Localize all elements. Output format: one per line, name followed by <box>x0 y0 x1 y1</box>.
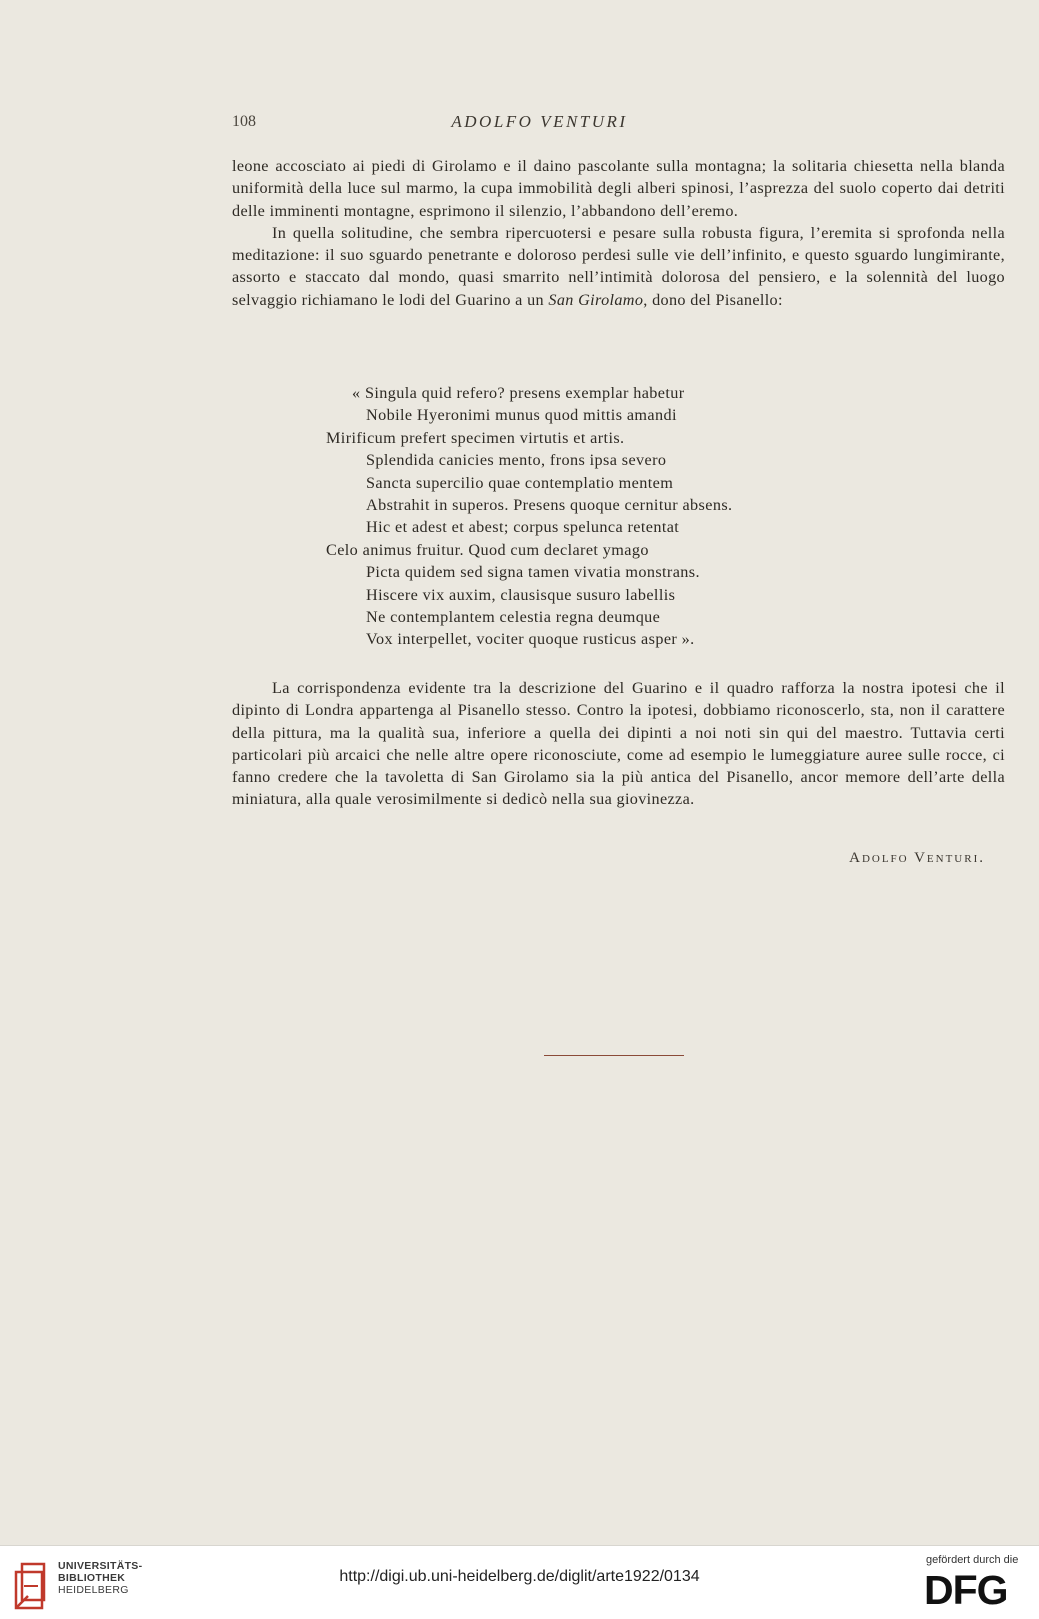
page-number: 108 <box>232 113 256 130</box>
library-name-line: UNIVERSITÄTS- <box>58 1560 143 1572</box>
poem-line: Hic et adest et abest; corpus spelunca retentat <box>366 518 680 537</box>
poem-line: « Singula quid refero? presens exemplar habetur <box>352 384 685 402</box>
poem-quotation <box>326 382 886 651</box>
poem-line: Mirificum prefert specimen virtutis et artis. <box>326 428 625 447</box>
poem-line: Sancta supercilio quae contemplatio mentem <box>366 473 674 492</box>
dfg-logo[interactable]: DFG <box>924 1567 1008 1613</box>
poem-line: Ne contemplantem celestia regna deumque <box>366 608 661 627</box>
poem-line: Vox interpellet, vociter quoque rusticus asper ». <box>366 630 695 649</box>
artwork-title: San Girolamo <box>548 290 644 309</box>
paragraph-2-text: In quella solitudine, che sembra ripercuotersi e pesare sulla robusta figura, l’eremita si sprofonda nella meditazione: il suo sguardo penetrante e doloroso perdesi sulle vie dell’infinito, e questo sguardo lungimirante, assorto e staccato dal mondo, quasi smarrito nell’intimità dolorosa del pensiero, e la solennità del luogo selvaggio richiamano le lodi del Guarino a un <box>232 223 1005 309</box>
paragraph-2 <box>232 222 1005 311</box>
poem-line: Splendida canicies mento, frons ipsa severo <box>366 451 667 470</box>
paragraph-1: leone accosciato ai piedi di Girolamo e il daino pascolante sulla montagna; la solitaria chiesetta nella blanda uniformità della luce sul marmo, la cupa immobilità degli alberi spinosi, l’asprezza del suolo coperto dai detriti delle imminenti montagne, esprimono il silenzio, l’abbandono dell’eremo. <box>232 157 1005 220</box>
page-header <box>0 110 1039 140</box>
document-url[interactable]: http://digi.ub.uni-heidelberg.de/diglit/arte1922/0134 <box>339 1568 700 1585</box>
paragraph-2-end: , dono del Pisanello: <box>643 290 783 309</box>
digitization-footer <box>0 1545 1039 1619</box>
poem-line: Abstrahit in superos. Presens quoque cernitur absens. <box>366 496 733 515</box>
body-text-lower <box>232 677 1005 811</box>
closing-rule <box>544 1055 684 1056</box>
poem-line: Hiscere vix auxim, clausisque susuro labellis <box>366 585 676 604</box>
library-name-line: HEIDELBERG <box>58 1584 129 1596</box>
poem-line: Celo animus fruitur. Quod cum declaret ymago <box>326 540 649 559</box>
body-text-upper <box>232 155 1005 311</box>
poem-line: Picta quidem sed signa tamen vivatia monstrans. <box>366 563 700 582</box>
paragraph-3: La corrispondenza evidente tra la descrizione del Guarino e il quadro rafforza la nostra ipotesi che il dipinto di Londra appartenga al Pisanello stesso. Contro la ipotesi, dobbiamo riconoscerlo, sta, non il carattere della pittura, ma la qualità sua, inferiore a quella dei dipinti a noi noti sin qui del maestro. Tuttavia certi particolari più arcaici che nelle altre opere riconosciute, come ad esempio le lumeggiature auree sulle rocce, ci fanno credere che la tavoletta di San Girolamo sia la più antica del Pisanello, ancor memore dell’arte della miniatura, alla quale verosimilmente si dedicò nella sua giovinezza. <box>232 679 1005 809</box>
poem-line: Nobile Hyeronimi munus quod mittis amandi <box>366 406 677 425</box>
library-name-line: BIBLIOTHEK <box>58 1572 126 1584</box>
author-signature: Adolfo Venturi. <box>849 850 985 866</box>
funded-by-text: gefördert durch die <box>926 1554 1019 1566</box>
running-head: ADOLFO VENTURI <box>451 112 628 131</box>
